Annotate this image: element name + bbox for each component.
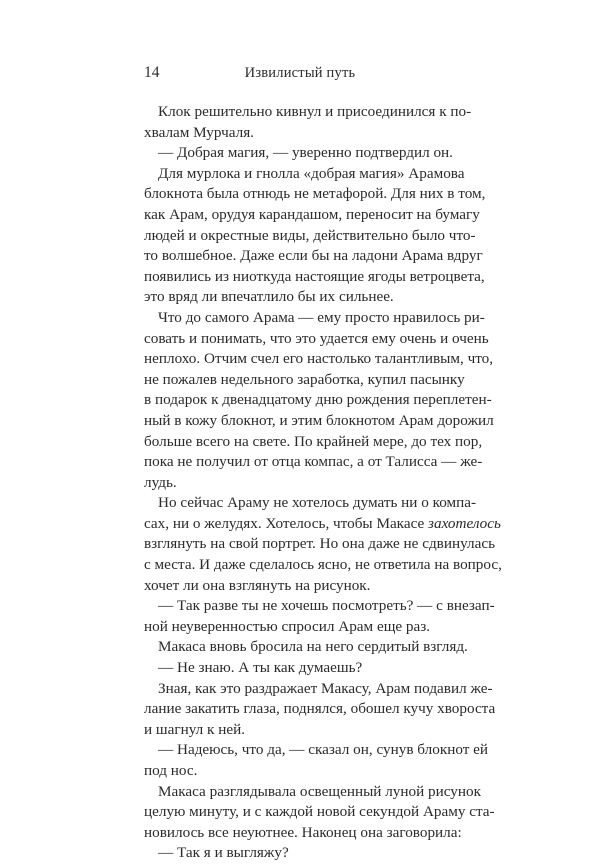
text-line: целую минуту, и с каждой новой секундой Араму ста- — [144, 803, 495, 821]
text-line: людей и окрестные виды, действительно было что- — [144, 226, 476, 244]
text-line: хвалам Мурчаля. — [144, 123, 254, 141]
text-line: в подарок к двенадцатому дню рождения переплетен- — [144, 391, 492, 409]
running-title: Извилистый путь — [244, 65, 356, 81]
text-line: под нос. — [144, 762, 198, 779]
text-line: блокнота была отнюдь не метафорой. Для них в том, — [144, 185, 486, 203]
text-line: Макаса вновь бросила на него сердитый взгляд. — [158, 638, 468, 656]
page-number: 14 — [144, 64, 160, 81]
text-line: — Так разве ты не хочешь посмотреть? — с внезап- — [158, 597, 495, 615]
text-line: Но сейчас Араму не хотелось думать ни о компа- — [158, 494, 477, 512]
text-line: больше всего на свете. По крайней мере, до тех пор, — [144, 432, 483, 450]
text-line: новилось все неуютнее. Наконец она заговорила: — [144, 823, 462, 841]
text-line: ный в кожу блокнот, и этим блокнотом Арам дорожил — [144, 411, 494, 429]
text-line: лудь. — [144, 473, 177, 491]
text-line: лание закатить глаза, поднялся, обошел кучу хвороста — [144, 700, 496, 718]
text-line: взглянуть на свой портрет. Но она даже не сдвинулась — [144, 535, 496, 553]
text-line: это вряд ли впечатлило бы их сильнее. — [144, 288, 394, 306]
text-line: как Арам, орудуя карандашом, переносит на бумагу — [144, 205, 480, 223]
text-line: — Не знаю. А ты как думаешь? — [158, 659, 363, 677]
text-line: — Надеюсь, что да, — сказал он, сунув блокнот ей — [158, 741, 489, 759]
text-line: совать и понимать, что это удается ему очень и очень — [144, 329, 489, 347]
text-line: Клок решительно кивнул и присоединился к по- — [158, 103, 472, 120]
text-line: появились из ниоткуда настоящие ягоды ветроцвета, — [144, 267, 485, 285]
text-line: — Добрая магия, — уверенно подтвердил он. — [158, 144, 453, 162]
text-line: Для мурлока и гнолла «добрая магия» Арамова — [158, 164, 465, 182]
text-line: пока не получил от отца компас, а от Талисса — же- — [144, 453, 483, 471]
text-line: Что до самого Арама — ему просто нравилось ри- — [158, 308, 485, 326]
emphasis-word: захотелось — [428, 514, 501, 532]
text-line: с места. И даже сделалось ясно, не ответила на вопрос, — [144, 556, 502, 574]
text-line: Макаса разглядывала освещенный луной рисунок — [158, 782, 481, 800]
text-line: ной неуверенностью спросил Арам еще раз. — [144, 617, 431, 635]
text-line: не пожалев недельного заработка, купил пасынку — [144, 370, 465, 388]
text-line: сах, ни о желудях. Хотелось, чтобы Макасе захотелось — [144, 514, 501, 532]
text-line: неплохо. Отчим счел его настолько талантливым, что, — [144, 350, 494, 368]
text-line: и шагнул к ней. — [144, 720, 245, 738]
text-line: — Так я и выгляжу? — [158, 844, 289, 862]
text-line: хочет ли она взглянуть на рисунок. — [144, 576, 371, 594]
text-line: то волшебное. Даже если бы на ладони Арама вдруг — [144, 247, 483, 265]
text-line: Зная, как это раздражает Макасу, Арам подавил же- — [158, 679, 493, 697]
